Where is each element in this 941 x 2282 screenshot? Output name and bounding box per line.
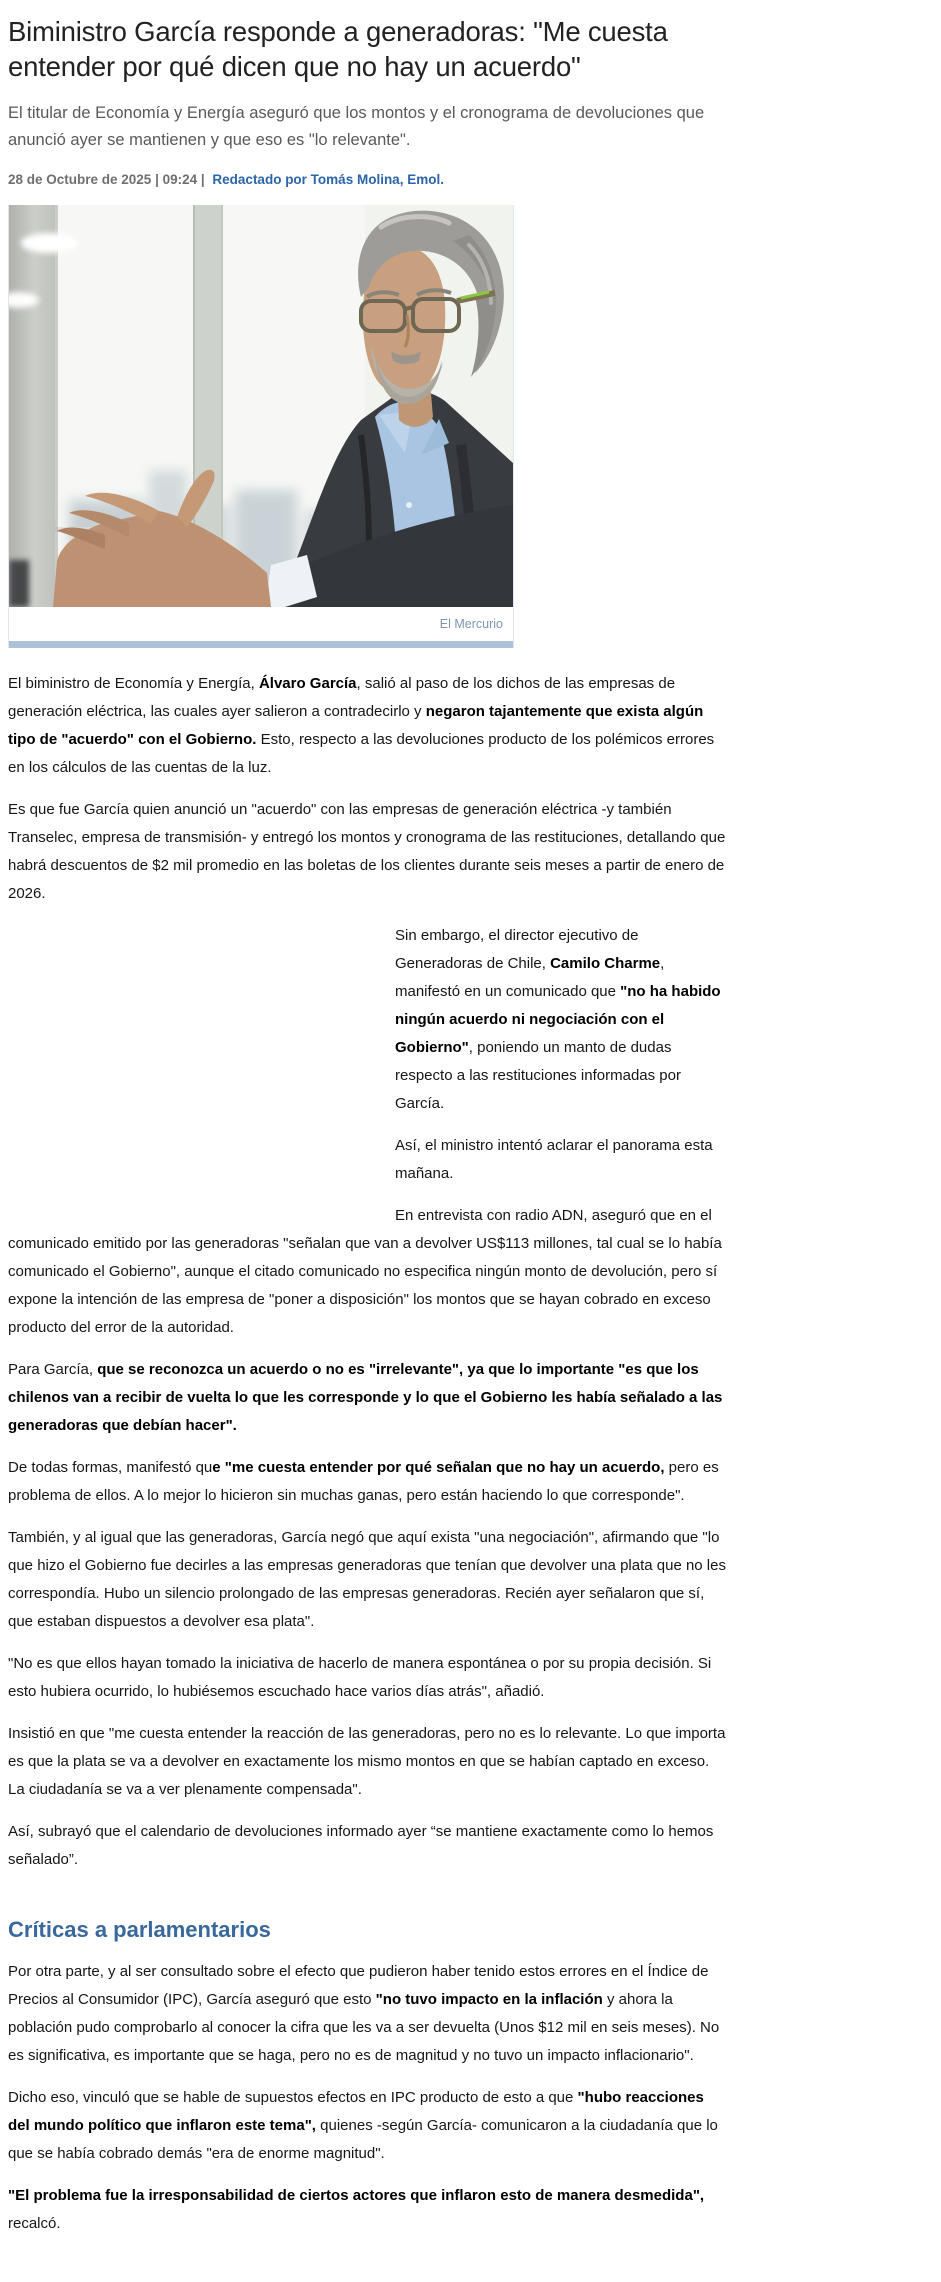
article-paragraph: En entrevista con radio ADN, aseguró que en el comunicado emitido por las generadoras "señalan que van a devolver US$113 millones, tal cual se lo había comunicado el Gobierno", aunque el citado comunicado no especifica ningún monto de devolución, pero sí expone la intención de las empresa de "poner a disposición" los montos que se hayan cobrado en exceso producto del error de la autoridad. [8, 1207, 722, 1336]
concrete-column [9, 205, 55, 607]
article-paragraph: "No es que ellos hayan tomado la iniciativa de hacerlo de manera espontánea o por su propia decisión. Si esto hubiera ocurrido, lo hubiésemos escuchado hace varios días atrás", añadió. [8, 1655, 712, 1700]
article-photo-illustration [9, 205, 513, 607]
article-photo-block [8, 205, 514, 648]
article-paragraph: Dicho eso, vinculó que se hable de supuestos efectos en IPC producto de esto a que "hubo reacciones del mundo político que inflaron este tema", quienes -según García- comunicaron a la ciudadanía que lo que se había cobrado demás "era de enorme magnitud". [8, 2089, 718, 2162]
photo-credit: El Mercurio [9, 607, 513, 641]
ad-placeholder [8, 922, 395, 1214]
article-photo [9, 205, 513, 607]
article-paragraph: Así, subrayó que el calendario de devoluciones informado ayer “se mantiene exactamente como lo hemos señalado”. [8, 1823, 714, 1868]
article-paragraph: Es que fue García quien anunció un "acuerdo" con las empresas de generación eléctrica -y también Transelec, empresa de transmisión- y entregó los montos y cronograma de las restituciones, detallando que habrá descuentos de $2 mil promedio en las boletas de los clientes durante seis meses a partir de enero de 2026. [8, 801, 726, 902]
article-date: 28 de Octubre de 2025 | 09:24 | [8, 172, 205, 187]
byline-link[interactable]: Redactado por Tomás Molina, Emol. [212, 172, 444, 187]
article-paragraph: Para García, que se reconozca un acuerdo o no es "irrelevante", ya que lo importante "es que los chilenos van a recibir de vuelta lo que les corresponde y lo que el Gobierno les había señalado a las generadoras que debían hacer". [8, 1361, 723, 1434]
article-paragraph: El biministro de Economía y Energía, Álvaro García, salió al paso de los dichos de las empresas de generación eléctrica, las cuales ayer salieron a contradecirlo y negaron tajantemente que exista algún tipo de "acuerdo" con el Gobierno. Esto, respecto a las devoluciones producto de los polémicos errores en los cálculos de las cuentas de la luz. [8, 675, 715, 776]
article-paragraph: Por otra parte, y al ser consultado sobre el efecto que pudieron haber tenido estos errores en el Índice de Precios al Consumidor (IPC), García aseguró que esto "no tuvo impacto en la inflación y ahora la población pudo comprobarlo al conocer la cifra que les va a ser devuelta (Unos $12 mil en seis meses). No es significativa, es importante que se haga, pero no es de magnitud y no tuvo un impacto inflacionario". [8, 1963, 720, 2064]
photo-credit-bar [9, 641, 513, 648]
article-paragraph: También, y al igual que las generadoras, García negó que aquí exista "una negociación", afirmando que "lo que hizo el Gobierno fue decirles a las empresas generadoras que tenían que devolver una plata que no les correspondía. Hubo un silencio prolongado de las empresas generadoras. Recién ayer señalaron que sí, que estaban dispuestos a devolver esa plata". [8, 1529, 726, 1630]
article-paragraph: "El problema fue la irresponsabilidad de ciertos actores que inflaron esto de manera desmedida", recalcó. [8, 2187, 705, 2232]
article-paragraph: Así, el ministro intentó aclarar el panorama esta mañana. [395, 1137, 713, 1182]
article-body [8, 670, 726, 2238]
article-headline: Biministro García responde a generadoras: "Me cuesta entender por qué dicen que no hay un acuerdo" [8, 16, 668, 82]
article-paragraph: Sin embargo, el director ejecutivo de Generadoras de Chile, Camilo Charme, manifestó en un comunicado que "no ha habido ningún acuerdo ni negociación con el Gobierno", poniendo un manto de dudas respecto a las restituciones informadas por García. [395, 927, 721, 1112]
article-paragraph: De todas formas, manifestó que "me cuesta entender por qué señalan que no hay un acuerdo, pero es problema de ellos. A lo mejor lo hicieron sin muchas ganas, pero están haciendo lo que corresponde". [8, 1459, 719, 1504]
section-heading: Críticas a parlamentarios [8, 1917, 271, 1942]
article-paragraph: Insistió en que "me cuesta entender la reacción de las generadoras, pero no es lo relevante. Lo que importa es que la plata se va a devolver en exactamente los mismo montos en que se habían captado en exceso. La ciudadanía se va a ver plenamente compensada". [8, 1725, 726, 1798]
article-subtitle: El titular de Economía y Energía aseguró que los montos y el cronograma de devoluciones que anunció ayer se mantienen y que eso es "lo relevante". [8, 104, 705, 149]
article-dateline [8, 172, 941, 187]
